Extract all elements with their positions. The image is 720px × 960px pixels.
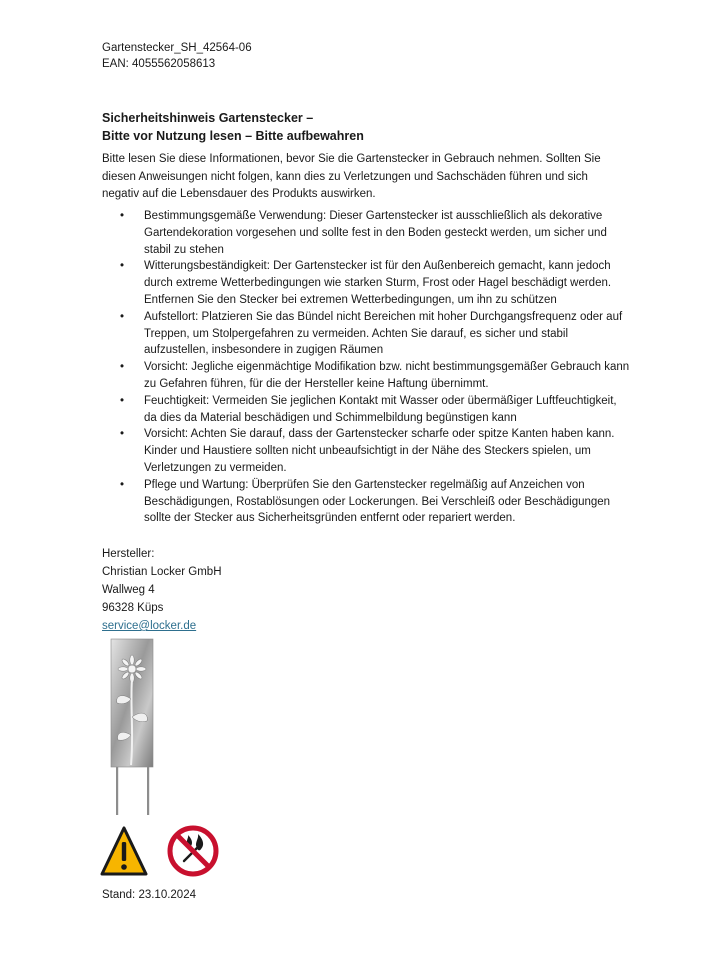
- document-date: Stand: 23.10.2024: [102, 889, 196, 901]
- intro-paragraph: Bitte lesen Sie diese Informationen, bevor Sie die Gartenstecker in Gebrauch nehmen. Sollten Sie diesen Anweisungen nicht folgen, kann dies zu Verletzungen und Sachschäden führen und sich negativ auf die Lebensdauer des Produkts auswirken.: [102, 153, 601, 200]
- safety-notes-list: [102, 208, 632, 527]
- list-item: • Pflege und Wartung: Überprüfen Sie den Gartenstecker regelmäßig auf Anzeichen von Beschädigungen, Rostablösungen oder Lockerungen. Bei Verschleiß oder Beschädigungen sollte der Stecker aus Sicherheitsgründen entfernt oder repariert werden.: [102, 477, 632, 527]
- title-line-1: Sicherheitshinweis Gartenstecker –: [102, 111, 314, 125]
- list-item: • Vorsicht: Jegliche eigenmächtige Modifikation bzw. nicht bestimmungsgemäßer Gebrauch kann zu Gefahren führen, für die der Hersteller keine Haftung übernimmt.: [102, 359, 632, 393]
- title-line-2: Bitte vor Nutzung lesen – Bitte aufbewahren: [102, 129, 364, 143]
- list-item: • Bestimmungsgemäße Verwendung: Dieser Gartenstecker ist ausschließlich als dekorative Gartendekoration vorgesehen und sollte fest in den Boden gesteckt werden, um sicher und stabil zu stehen: [102, 208, 632, 258]
- ean-number: EAN: 4055562058613: [102, 58, 216, 70]
- no-open-flame-icon: [170, 828, 216, 874]
- manufacturer-company: Christian Locker GmbH: [102, 566, 222, 578]
- list-item: • Feuchtigkeit: Vermeiden Sie jeglichen Kontakt mit Wasser oder übermäßiger Luftfeuchtigkeit, da dies da Material beschädigen und Schimmelbildung begünstigen kann: [102, 393, 632, 427]
- warning-triangle-icon: [102, 828, 146, 874]
- product-image: [103, 637, 163, 817]
- list-item: • Aufstellort: Platzieren Sie das Bündel nicht Bereichen mit hoher Durchgangsfrequenz oder auf Treppen, um Stolpergefahren zu vermeiden. Achten Sie darauf, es sicher und stabil aufzustellen, insbesondere in zugigen Räumen: [102, 309, 632, 359]
- manufacturer-label: Hersteller:: [102, 548, 155, 560]
- list-item: • Vorsicht: Achten Sie darauf, dass der Gartenstecker scharfe oder spitze Kanten haben kann. Kinder und Haustiere sollten nicht unbeaufsichtigt in der Nähe des Steckers spielen, um Verletzungen zu vermeiden.: [102, 426, 632, 476]
- manufacturer-block: [102, 545, 222, 635]
- manufacturer-email-link[interactable]: service@locker.de: [102, 620, 197, 632]
- document-title: [102, 109, 364, 145]
- safety-icons: [100, 824, 230, 880]
- manufacturer-street: Wallweg 4: [102, 584, 155, 596]
- product-code: Gartenstecker_SH_42564-06: [102, 42, 252, 54]
- manufacturer-city: 96328 Küps: [102, 602, 164, 614]
- list-item: • Witterungsbeständigkeit: Der Gartenstecker ist für den Außenbereich gemacht, kann jedoch durch extreme Wetterbedingungen wie starken Sturm, Frost oder Hagel beschädigt werden. Entfernen Sie den Stecker bei extremen Wetterbedingungen, um ihn zu schützen: [102, 258, 632, 308]
- document-header: [102, 40, 252, 72]
